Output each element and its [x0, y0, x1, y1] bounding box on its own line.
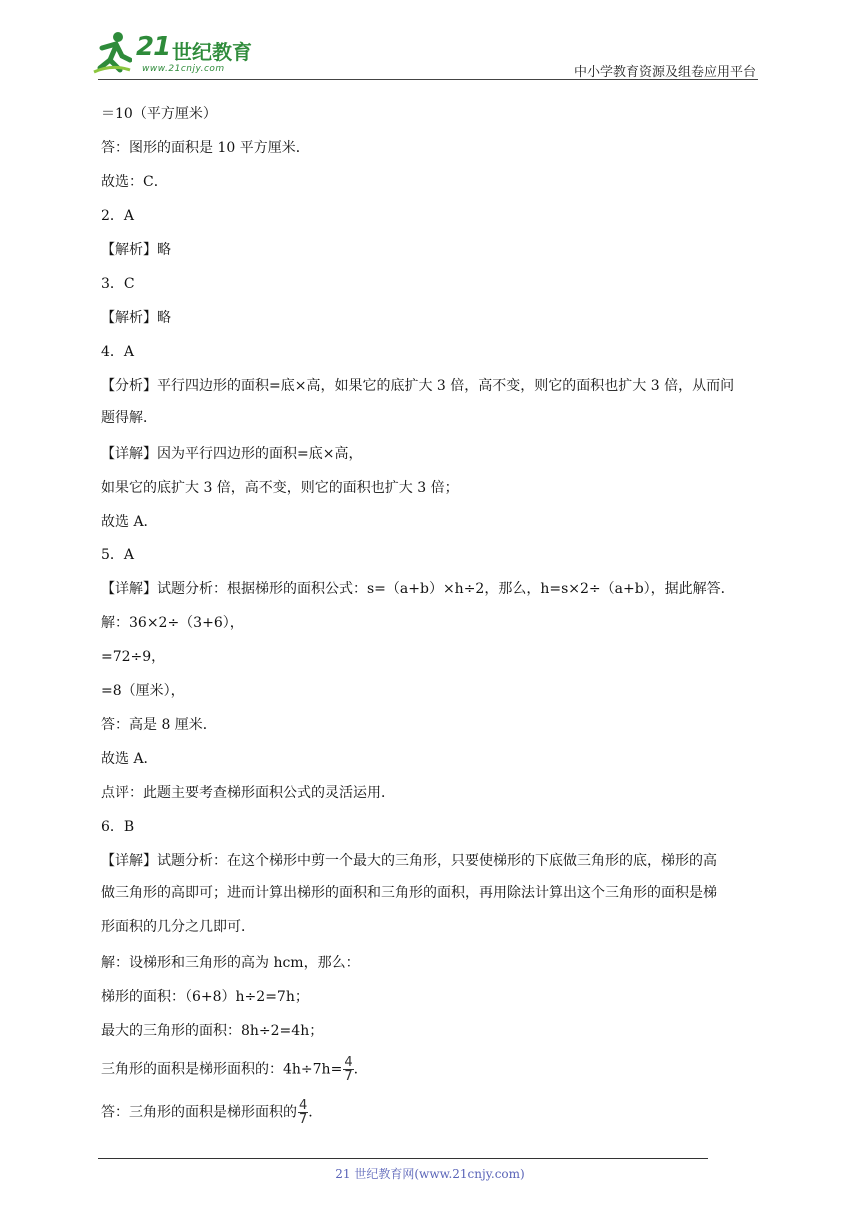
fraction-numerator: 4: [299, 1098, 308, 1113]
fraction-denominator: 7: [344, 1069, 353, 1084]
text-line: 【解析】略: [101, 242, 171, 258]
text-line: =8（厘米），: [101, 683, 185, 699]
text-line: 最大的三角形的面积：8h÷2=4h；: [101, 1023, 324, 1039]
text-line: 【解析】略: [101, 310, 171, 326]
text-line: 【详解】试题分析：根据梯形的面积公式：s=（a+b）×h÷2，那么，h=s×2÷（a+b），据此解答．: [101, 581, 735, 597]
page-header: [0, 0, 860, 80]
text-line: 解：设梯形和三角形的高为 hcm，那么：: [101, 955, 360, 971]
question-number: 2．A: [101, 208, 135, 224]
question-number: 4．A: [101, 344, 135, 360]
text-line: 故选 A．: [101, 514, 158, 530]
runner-logo-icon: [92, 30, 132, 76]
question-number: 6．B: [101, 819, 135, 835]
footer-link[interactable]: 21 世纪教育网(www.21cnjy.com): [335, 1167, 525, 1181]
answer-line-end: .: [308, 1104, 313, 1121]
question-number: 5．A: [101, 547, 135, 563]
text-line: ＝10（平方厘米）: [101, 106, 217, 122]
footer-divider: [98, 1158, 708, 1159]
text-line: =72÷9，: [101, 649, 166, 665]
text-line: 故选：C．: [101, 174, 168, 190]
text-line: 点评：此题主要考查梯形面积公式的灵活运用．: [101, 785, 395, 801]
answer-line-text: 答：三角形的面积是梯形面积的: [101, 1104, 297, 1121]
text-line: 解：36×2÷（3+6），: [101, 615, 244, 631]
platform-name: 中小学教育资源及组卷应用平台: [573, 65, 756, 80]
answer-line: [101, 1099, 313, 1126]
text-line: 答：图形的面积是 10 平方厘米．: [101, 140, 310, 156]
fraction: [343, 1056, 353, 1083]
header-divider: [98, 79, 758, 80]
logo-number: 21: [136, 32, 171, 62]
text-line: 如果它的底扩大 3 倍，高不变，则它的面积也扩大 3 倍；: [101, 480, 459, 496]
text-line: 题得解．: [101, 410, 157, 426]
site-logo[interactable]: [92, 30, 262, 78]
text-line: 梯形的面积：（6+8）h÷2=7h；: [101, 989, 309, 1005]
fraction-line: [101, 1056, 358, 1083]
fraction-numerator: 4: [344, 1055, 353, 1070]
fraction-line-end: .: [353, 1061, 359, 1078]
text-line: 【详解】试题分析：在这个梯形中剪一个最大的三角形，只要使梯形的下底做三角形的底，梯形的高: [101, 853, 717, 869]
text-line: 答：高是 8 厘米．: [101, 717, 217, 733]
logo-text: 世纪教育: [172, 40, 252, 64]
text-line: 做三角形的高即可；进而计算出梯形的面积和三角形的面积，再用除法计算出这个三角形的面积是梯: [101, 885, 717, 901]
logo-url: www.21cnjy.com: [142, 64, 225, 74]
question-number: 3．C: [101, 276, 135, 292]
text-line: 形面积的几分之几即可．: [101, 919, 255, 935]
fraction-line-text: 三角形的面积是梯形面积的：4h÷7h=: [101, 1061, 343, 1078]
text-line: 故选 A．: [101, 751, 158, 767]
fraction-denominator: 7: [299, 1112, 308, 1127]
fraction: [298, 1099, 308, 1126]
text-line: 【详解】因为平行四边形的面积=底×高，: [101, 446, 363, 462]
text-line: 【分析】平行四边形的面积=底×高，如果它的底扩大 3 倍，高不变，则它的面积也扩大 3 倍，从而问: [101, 378, 735, 394]
